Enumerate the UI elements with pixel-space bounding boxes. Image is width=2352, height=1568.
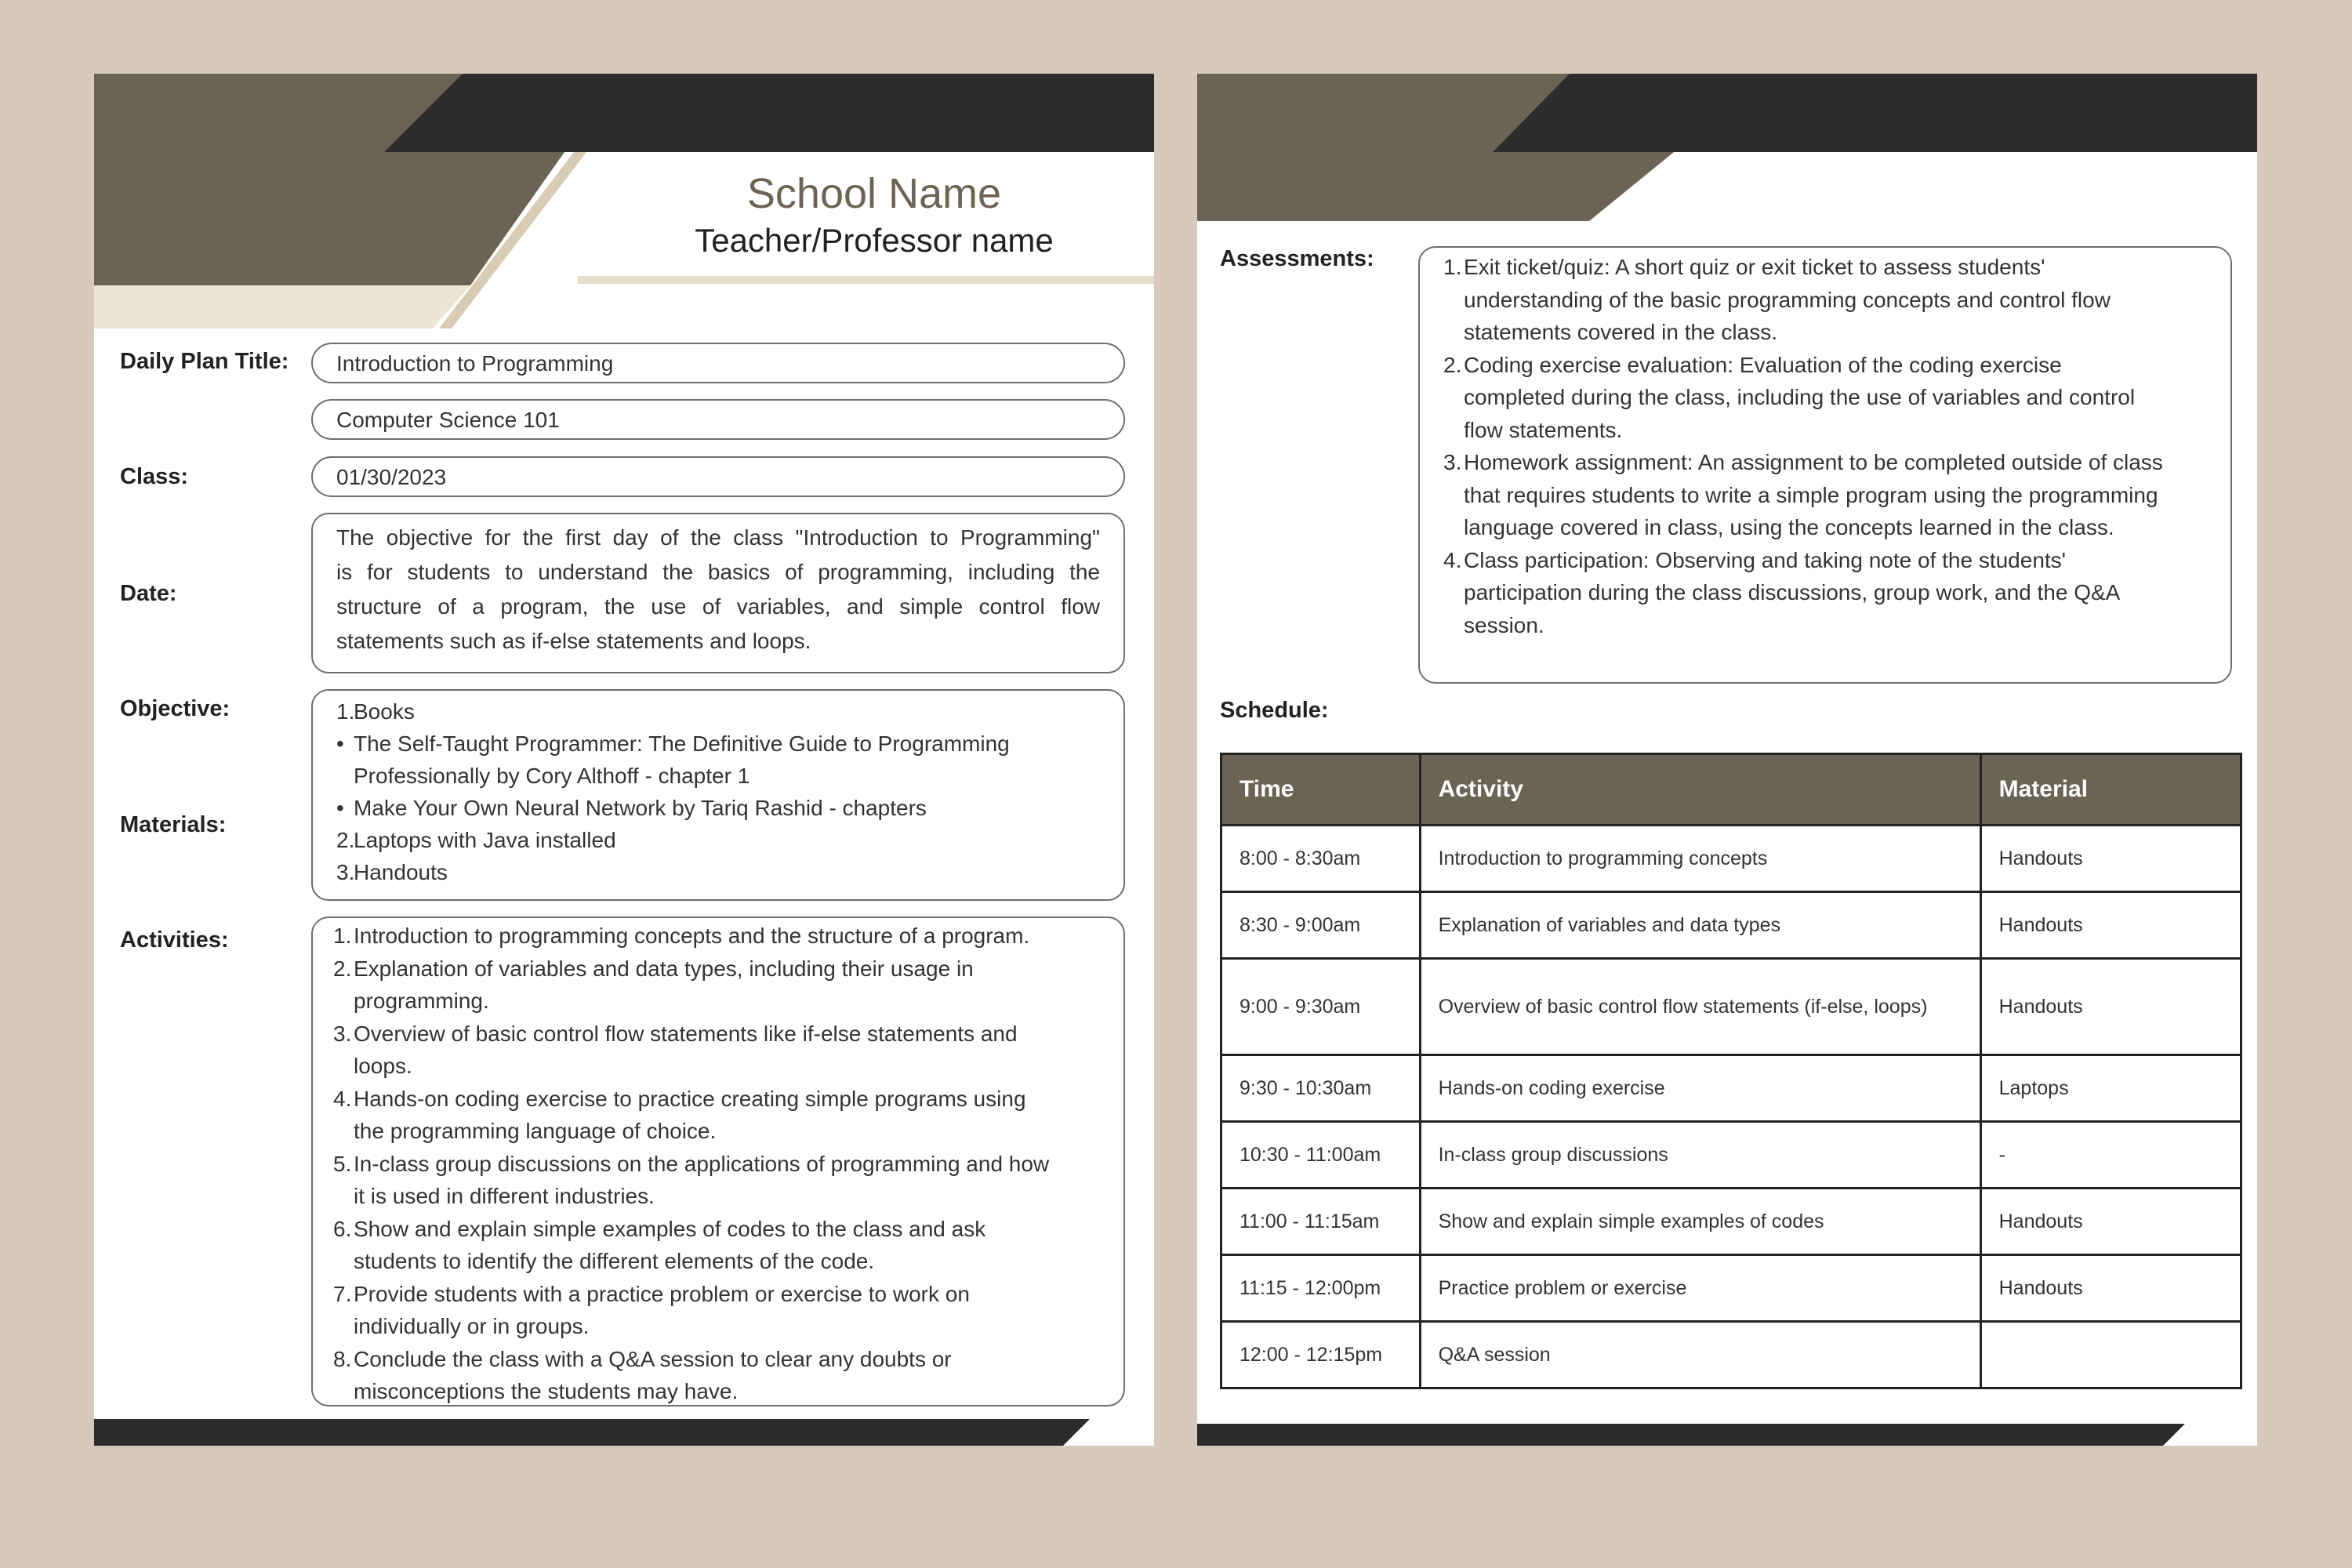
activity-text: the programming language of choice.: [354, 1119, 717, 1143]
activity-number: 6.: [333, 1216, 352, 1241]
objective-line: statements such as if-else statements and loops.: [336, 629, 811, 653]
table-row: [1221, 826, 2241, 892]
activity-number: 1.: [333, 924, 352, 948]
table-row: [1221, 1055, 2241, 1122]
activities-list: [333, 920, 1100, 1408]
schedule-material-cell: Handouts: [1980, 892, 2241, 959]
class-field[interactable]: Computer Science 101: [311, 399, 1125, 440]
assessment-item: [1443, 251, 2207, 284]
activity-text: Explanation of variables and data types, including their usage in: [354, 956, 974, 981]
schedule-time-cell: 12:00 - 12:15pm: [1221, 1322, 1421, 1388]
assessment-item: [1446, 511, 2207, 544]
schedule-activity-cell: Overview of basic control flow statements (if-else, loops): [1420, 959, 1980, 1055]
assessment-text: completed during the class, including the use of variables and control: [1464, 385, 2136, 409]
assessment-text: language covered in class, using the concepts learned in the class.: [1464, 515, 2114, 539]
materials-item: • The Self-Taught Programmer: The Definitive Guide to Programming: [336, 731, 1010, 756]
schedule-label: Schedule:: [1220, 698, 1329, 723]
activity-number: 2.: [333, 956, 352, 981]
assessment-text: statements covered in the class.: [1464, 320, 1777, 344]
assessment-item: [1446, 609, 2207, 642]
assessments-label: Assessments:: [1220, 246, 1374, 271]
materials-text: Laptops with Java installed: [354, 828, 616, 852]
assessment-number: 1.: [1443, 255, 1462, 279]
assessment-text: that requires students to write a simple program using the programming: [1464, 482, 2158, 507]
activity-text: loops.: [354, 1054, 412, 1078]
assessment-item: [1443, 544, 2207, 577]
materials-text: Books: [354, 699, 415, 724]
activity-number: 5.: [333, 1151, 352, 1176]
material-column-header: Material: [1980, 754, 2241, 826]
activities-label: Activities:: [120, 927, 229, 953]
activity-item: [336, 1180, 1100, 1213]
activity-item: [333, 1213, 1100, 1246]
assessments-field[interactable]: [1418, 246, 2232, 684]
activity-text: individually or in groups.: [354, 1314, 590, 1338]
activity-text: misconceptions the students may have.: [354, 1379, 739, 1403]
schedule-header-row: [1221, 754, 2241, 826]
activity-item: [333, 1083, 1100, 1116]
activity-number: 4.: [333, 1086, 352, 1111]
activity-item: [336, 985, 1100, 1018]
footer-bar: [1197, 1424, 2257, 1446]
objective-line: The objective for the first day of the class "Introduction to Programming": [336, 525, 1100, 550]
schedule-time-cell: 9:00 - 9:30am: [1221, 959, 1421, 1055]
schedule-material-cell: Laptops: [1980, 1055, 2241, 1122]
activity-item: [333, 1018, 1100, 1051]
activity-text: Hands-on coding exercise to practice creating simple programs using: [354, 1086, 1026, 1111]
objective-label: Objective:: [120, 696, 230, 721]
date-label: Date:: [120, 581, 177, 606]
schedule-table: [1220, 753, 2242, 1389]
materials-text: Handouts: [354, 860, 448, 884]
table-row: [1221, 1255, 2241, 1322]
lesson-plan-page-1: [94, 74, 1154, 1446]
materials-number: 3.: [336, 860, 355, 884]
schedule-time-cell: 10:30 - 11:00am: [1221, 1122, 1421, 1189]
activity-text: students to identify the different elements of the code.: [354, 1249, 875, 1273]
schedule-material-cell: Handouts: [1980, 826, 2241, 892]
date-field[interactable]: 01/30/2023: [311, 456, 1125, 497]
activity-number: 7.: [333, 1281, 352, 1306]
objective-line: is for students to understand the basics of programming, including the: [336, 560, 1100, 584]
assessment-text: Exit ticket/quiz: A short quiz or exit ticket to assess students': [1464, 255, 2045, 279]
activity-text: Conclude the class with a Q&A session to clear any doubts or: [354, 1346, 952, 1371]
assessment-item: [1443, 446, 2207, 479]
table-row: [1221, 1122, 2241, 1189]
assessment-item: [1446, 316, 2207, 349]
lesson-plan-page-2: [1197, 74, 2257, 1446]
schedule-material-cell: Handouts: [1980, 1255, 2241, 1322]
schedule-material-cell: [1980, 1322, 2241, 1388]
objective-field[interactable]: [311, 513, 1125, 673]
activity-item: [336, 1245, 1100, 1278]
materials-label: Materials:: [120, 812, 227, 837]
activity-number: 8.: [333, 1346, 352, 1371]
assessment-text: participation during the class discussions, group work, and the Q&A: [1464, 580, 2121, 604]
class-label: Class:: [120, 464, 189, 489]
schedule-activity-cell: Introduction to programming concepts: [1420, 826, 1980, 892]
activity-item: [333, 920, 1100, 953]
table-row: [1221, 959, 2241, 1055]
activity-text: Show and explain simple examples of codes to the class and ask: [354, 1216, 986, 1241]
materials-text: Make Your Own Neural Network by Tariq Rashid - chapters: [354, 796, 927, 820]
header-decoration: [1197, 74, 2257, 230]
teacher-name: Teacher/Professor name: [695, 222, 1054, 259]
activity-text: Overview of basic control flow statements like if-else statements and: [354, 1021, 1018, 1046]
assessment-text: understanding of the basic programming concepts and control flow: [1464, 287, 2111, 312]
schedule-activity-cell: Q&A session: [1420, 1322, 1980, 1388]
materials-item: [336, 695, 1100, 728]
assessment-text: Coding exercise evaluation: Evaluation of the coding exercise: [1464, 352, 2062, 377]
table-row: [1221, 892, 2241, 959]
assessment-text: Homework assignment: An assignment to be completed outside of class: [1464, 450, 2163, 474]
materials-field[interactable]: [311, 689, 1125, 901]
schedule-activity-cell: Show and explain simple examples of codes: [1420, 1189, 1980, 1255]
activity-item: [336, 1375, 1100, 1408]
schedule-activity-cell: Practice problem or exercise: [1420, 1255, 1980, 1322]
schedule-time-cell: 11:15 - 12:00pm: [1221, 1255, 1421, 1322]
daily-plan-title-label: Daily Plan Title:: [120, 349, 289, 374]
assessment-number: 2.: [1443, 352, 1462, 377]
materials-item: [336, 824, 1100, 856]
materials-number: 2.: [336, 828, 355, 852]
schedule-material-cell: Handouts: [1980, 959, 2241, 1055]
table-row: [1221, 1189, 2241, 1255]
assessment-item: [1446, 479, 2207, 512]
materials-item: • Make Your Own Neural Network by Tariq Rashid - chapters: [336, 796, 927, 820]
time-column-header: Time: [1221, 754, 1421, 826]
activity-text: it is used in different industries.: [354, 1184, 655, 1208]
activity-text: programming.: [354, 989, 489, 1013]
schedule-activity-cell: Explanation of variables and data types: [1420, 892, 1980, 959]
schedule-time-cell: 9:30 - 10:30am: [1221, 1055, 1421, 1122]
assessments-list: [1443, 251, 2207, 641]
activity-text: In-class group discussions on the applications of programming and how: [354, 1151, 1050, 1176]
activity-item: [333, 953, 1100, 985]
objective-line: structure of a program, the use of variables, and simple control flow: [336, 594, 1100, 619]
materials-text: Professionally by Cory Althoff - chapter 1: [354, 764, 750, 788]
footer-bar: [94, 1419, 1154, 1446]
activity-item: [336, 1050, 1100, 1083]
assessment-text: session.: [1464, 612, 1544, 637]
activity-item: [336, 1115, 1100, 1148]
table-row: [1221, 1322, 2241, 1388]
materials-item: [336, 856, 1100, 888]
activity-number: 3.: [333, 1021, 352, 1046]
activities-field[interactable]: [311, 916, 1125, 1406]
schedule-activity-cell: In-class group discussions: [1420, 1122, 1980, 1189]
activity-item: [333, 1343, 1100, 1376]
activity-item: [336, 1310, 1100, 1343]
assessment-item: [1446, 284, 2207, 317]
materials-text: The Self-Taught Programmer: The Definitive Guide to Programming: [354, 731, 1010, 756]
activity-item: [333, 1278, 1100, 1311]
schedule-time-cell: 8:00 - 8:30am: [1221, 826, 1421, 892]
assessment-text: flow statements.: [1464, 417, 1623, 442]
schedule-activity-cell: Hands-on coding exercise: [1420, 1055, 1980, 1122]
activity-text: Introduction to programming concepts and the structure of a program.: [354, 924, 1030, 948]
title-field[interactable]: Introduction to Programming: [311, 343, 1125, 383]
activity-item: [333, 1148, 1100, 1181]
assessment-number: 4.: [1443, 547, 1462, 572]
activity-column-header: Activity: [1420, 754, 1980, 826]
school-name: School Name: [746, 170, 1002, 217]
assessment-item: [1446, 576, 2207, 609]
schedule-material-cell: Handouts: [1980, 1189, 2241, 1255]
activity-text: Provide students with a practice problem or exercise to work on: [354, 1281, 970, 1306]
assessment-item: [1443, 349, 2207, 382]
materials-number: 1.: [336, 699, 355, 724]
assessment-item: [1446, 414, 2207, 447]
schedule-time-cell: 11:00 - 11:15am: [1221, 1189, 1421, 1255]
schedule-material-cell: -: [1980, 1122, 2241, 1189]
assessment-text: Class participation: Observing and taking note of the students': [1464, 547, 2067, 572]
assessment-item: [1446, 381, 2207, 414]
assessment-number: 3.: [1443, 450, 1462, 474]
materials-item: [336, 760, 1100, 792]
schedule-time-cell: 8:30 - 9:00am: [1221, 892, 1421, 959]
